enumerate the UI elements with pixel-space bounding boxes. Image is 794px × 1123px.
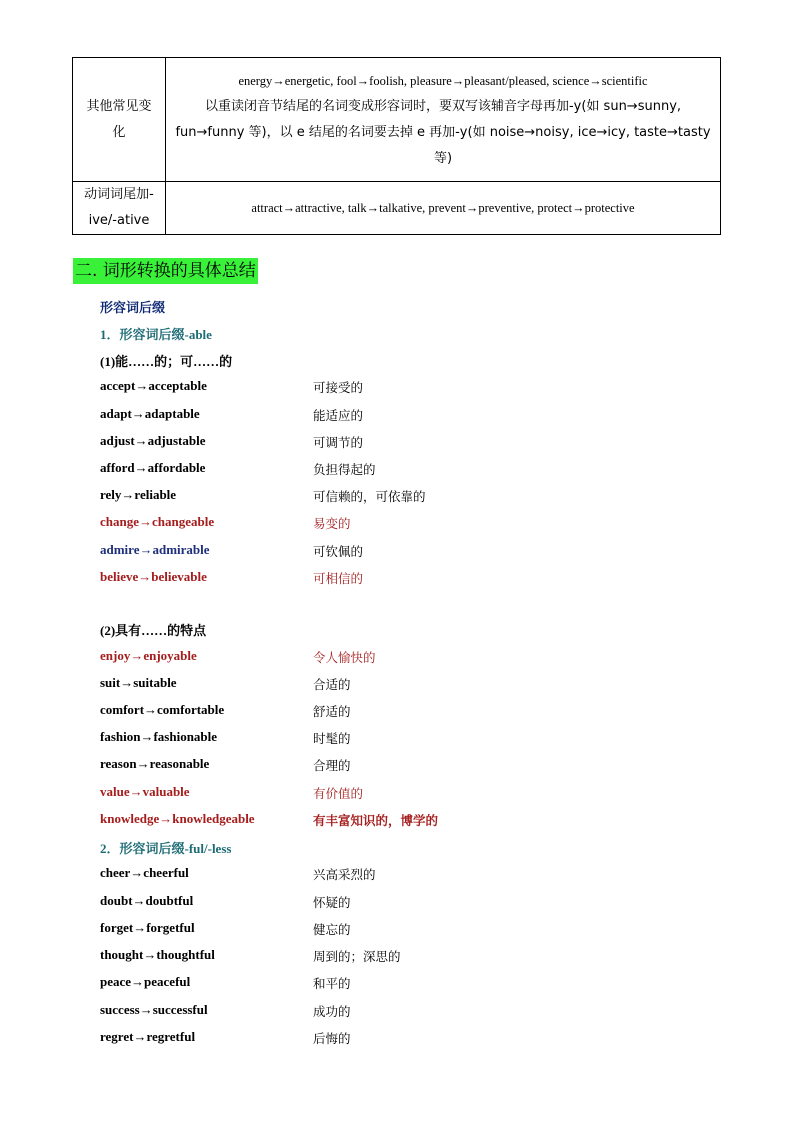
vocab-word: cheer→cheerful [100,865,189,880]
vocab-word: suit→suitable [100,675,177,690]
vocab-word: value→valuable [100,784,190,799]
vocab-word: thought→thoughtful [100,947,215,962]
row-header-text: 动词词尾加-ive/-ative [84,187,154,228]
table-row [73,182,721,235]
group-title: 2．形容词后缀-ful/-less [100,841,232,856]
vocab-meaning: 有价值的 [313,786,364,801]
content-line: 以重读闭音节结尾的名词变成形容词时，要双写该辅音字母再加-y(如 sun→sunny, [204,98,682,114]
vocab-word: peace→peaceful [100,974,191,989]
vocab-word: fashion→fashionable [100,729,218,744]
vocab-word: enjoy→enjoyable [100,648,197,663]
vocab-word: adjust→adjustable [100,433,206,448]
group-title: 1．形容词后缀-able [100,327,212,342]
vocab-meaning: 时髦的 [313,731,351,746]
vocab-word: forget→forgetful [100,920,195,935]
vocab-meaning: 合适的 [313,677,351,692]
vocab-meaning: 可调节的 [313,435,364,450]
vocab-meaning: 可接受的 [313,380,364,395]
content-line: attract→attractive, talk→talkative, prevent→preventive, protect→protective [251,201,635,215]
content-line: energy→energetic, fool→foolish, pleasure→pleasant/pleased, science→scientific [238,73,648,88]
vocab-word: comfort→comfortable [100,702,225,717]
vocab-meaning: 可信赖的，可依靠的 [313,489,426,504]
table-row [73,58,721,182]
vocab-meaning: 令人愉快的 [313,650,376,665]
vocab-meaning: 周到的；深思的 [313,949,401,964]
vocab-word: doubt→doubtful [100,893,194,908]
row-header [73,182,166,235]
vocab-word: reason→reasonable [100,756,210,771]
group-note: (1)能……的；可……的 [100,354,233,369]
vocab-meaning: 易变的 [313,516,351,531]
vocab-word: knowledge→knowledgeable [100,811,255,826]
vocab-meaning: 有丰富知识的，博学的 [313,813,439,828]
vocab-meaning: 可相信的 [313,571,364,586]
section-heading: 二. 词形转换的具体总结 [73,258,258,284]
vocab-word: rely→reliable [100,487,177,502]
group-note: (2)具有……的特点 [100,623,207,638]
row-header [73,58,166,182]
vocab-meaning: 健忘的 [313,922,351,937]
vocab-meaning: 和平的 [313,976,351,991]
vocab-meaning: 能适应的 [313,408,364,423]
vocab-meaning: 成功的 [313,1004,351,1019]
vocab-word: regret→regretful [100,1029,196,1044]
row-content [166,58,721,182]
vocab-meaning: 怀疑的 [313,895,351,910]
vocab-word: success→successful [100,1002,208,1017]
vocab-meaning: 可钦佩的 [313,544,364,559]
vocab-word: adapt→adaptable [100,406,200,421]
row-header-text: 其他常见变化 [86,98,152,140]
content-line: fun→funny 等)，以 e 结尾的名词要去掉 e 再加-y(如 noise→noisy, ice→icy, taste→tasty 等) [175,124,711,166]
vocab-word: believe→believable [100,569,207,584]
vocab-meaning: 负担得起的 [313,462,376,477]
conversion-table [72,57,721,235]
vocab-word: afford→affordable [100,460,206,475]
vocab-meaning: 合理的 [313,758,351,773]
vocab-meaning: 兴高采烈的 [313,867,376,882]
vocab-meaning: 舒适的 [313,704,351,719]
vocab-meaning: 后悔的 [313,1031,351,1046]
row-content [166,182,721,235]
vocab-word: change→changeable [100,514,215,529]
subheading: 形容词后缀 [100,300,166,315]
vocab-word: accept→acceptable [100,378,207,393]
vocab-word: admire→admirable [100,542,210,557]
